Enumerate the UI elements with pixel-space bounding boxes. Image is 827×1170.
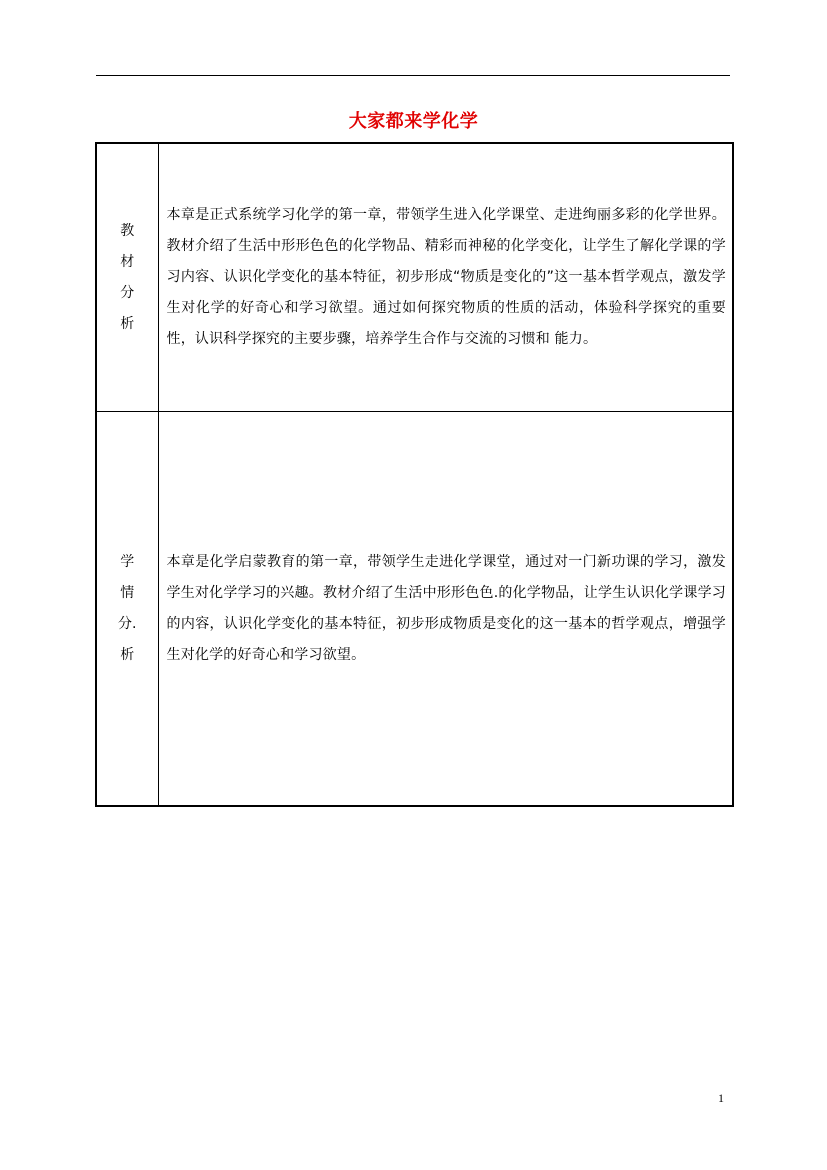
table-row-textbook-analysis [96,143,733,412]
table-row-student-analysis [96,412,733,807]
row-content-textbook-analysis [158,143,733,412]
section-paragraph: 本章是化学启蒙教育的第一章，带领学生走进化学课堂，通过对一门新功课的学习，激发学生对化学学习的兴趣。教材介绍了生活中形形色色.的化学物品，让学生认识化学课学习的内容，认识化学变化的基本特征，初步形成物质是变化的这一基本的哲学观点，增强学生对化学的好奇心和学习欲望。 [166,553,726,663]
label-char: 析 [120,315,135,332]
page-number: 1 [718,1091,724,1105]
label-char: 材 [120,253,135,270]
analysis-table [95,142,734,807]
header-rule [96,75,730,76]
label-char: 分. [118,615,137,632]
row-label-textbook-analysis [96,143,158,412]
document-title: 大家都来学化学 [348,111,479,132]
label-char: 学 [120,553,135,570]
label-char: 教 [120,222,135,239]
label-char: 分 [120,284,135,301]
label-char: 情 [120,584,135,601]
label-char: 析 [120,646,135,663]
section-paragraph: 本章是正式系统学习化学的第一章，带领学生进入化学课堂、走进绚丽多彩的化学世界。教材介绍了生活中形形色色的化学物品、精彩而神秘的化学变化，让学生了解化学课的学习内容、认识化学变化的基本特征，初步形成“物质是变化的”这一基本哲学观点，激发学生对化学的好奇心和学习欲望。通过如何探究物质的性质的活动，体验科学探究的重要性，认识科学探究的主要步骤，培养学生合作与交流的习惯和 能力。 [166,207,726,347]
row-label-student-analysis [96,412,158,807]
row-content-student-analysis [158,412,733,807]
